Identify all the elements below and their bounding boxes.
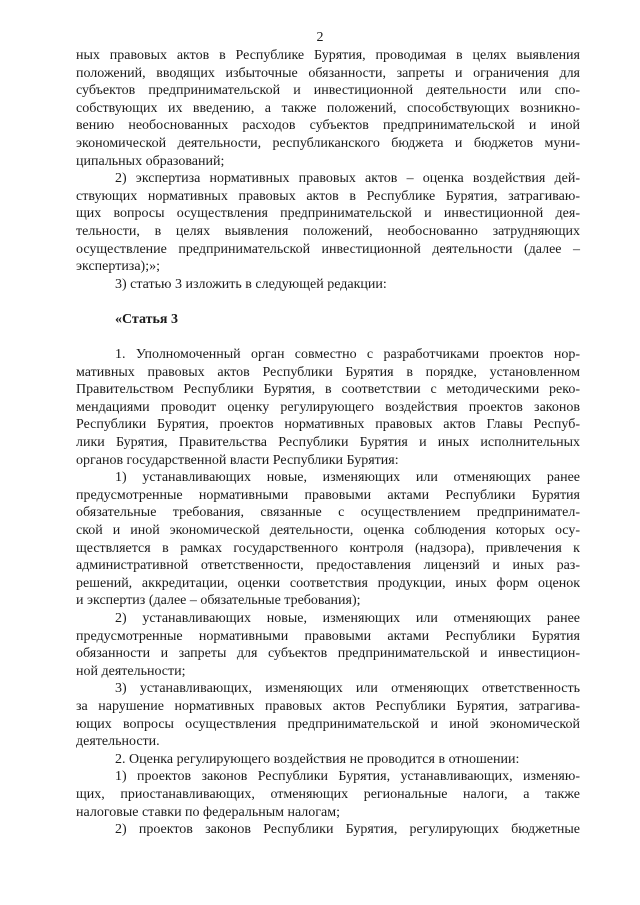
text-line: налоговые ставки по федеральным налогам;	[76, 804, 340, 820]
text-line: ствующих нормативных правовых актов в Республике Бурятия, затрагиваю-	[76, 188, 580, 204]
text-line: мендациями проводит оценку регулирующего воздействия проектов законов	[76, 399, 580, 415]
text-line: предусмотренные нормативными правовыми актами Республики Бурятия	[76, 628, 580, 644]
text-line: ной деятельности;	[76, 663, 186, 679]
text-line: 1) устанавливающих новые, изменяющих или отменяющих ранее	[115, 470, 580, 486]
text-line: вению необоснованных расходов субъектов предпринимательской и иной	[76, 118, 580, 134]
text-line: 2. Оценка регулирующего воздействия не проводится в отношении:	[115, 751, 520, 767]
text-line: органов государственной власти Республики Бурятия:	[76, 452, 399, 468]
text-line: осуществление предпринимательской инвестиционной деятельности (далее –	[76, 241, 580, 257]
text-line: ществляется в рамках государственного контроля (надзора), привлечения к	[76, 540, 580, 556]
text-line: за нарушение нормативных правовых актов Республики Бурятия, затрагива-	[76, 698, 580, 714]
text-line: Республики Бурятия, проектов нормативных правовых актов Главы Респуб-	[76, 417, 580, 433]
document-body	[76, 47, 580, 839]
text-line: 3) статью 3 изложить в следующей редакции:	[115, 276, 387, 292]
text-line: 2) устанавливающих новые, изменяющих или отменяющих ранее	[115, 611, 580, 626]
text-line: 2) проектов законов Республики Бурятия, регулирующих бюджетные	[115, 822, 580, 838]
text-line: Правительством Республики Бурятия, в соответствии с методическими реко-	[76, 382, 580, 398]
text-line: ципальных образований;	[76, 153, 225, 169]
text-line: тельности, в целях выявления положений, необоснованно затрудняющих	[76, 223, 580, 239]
text-line: субъектов предпринимательской и инвестиционной деятельности или спо-	[76, 83, 580, 99]
text-line: ской и иной экономической деятельности, оценка соблюдения которых осу-	[76, 523, 580, 539]
text-line: ных правовых актов в Республике Бурятия, проводимая в целях выявления	[76, 48, 580, 63]
text-line: административной ответственности, предоставления лицензий и иных раз-	[76, 558, 580, 574]
text-line: 1) проектов законов Республики Бурятия, устанавливающих, изменяю-	[115, 769, 580, 785]
text-line: обязанности и запреты для субъектов предпринимательской и инвестицион-	[76, 646, 580, 662]
text-line: 3) устанавливающих, изменяющих или отменяющих ответственность	[115, 681, 580, 697]
text-line: щих вопросы осуществления предпринимательской и инвестиционной дея-	[76, 206, 580, 222]
text-line: положений, вводящих избыточные обязанности, запреты и ограничения для	[76, 65, 580, 81]
text-line: и экспертиз (далее – обязательные требования);	[76, 593, 361, 609]
text-line: щих, приостанавливающих, отменяющих региональные налоги, а также	[76, 786, 580, 802]
text-line: решений, аккредитации, оценки соответствия продукции, иных форм оценок	[76, 575, 580, 591]
text-line: обязательные требования, связанные с осуществлением предпринимател-	[76, 505, 580, 521]
text-line: мативных правовых актов Республики Бурятия в порядке, установленном	[76, 364, 580, 380]
text-line: 2) экспертиза нормативных правовых актов – оценка воздействия дей-	[115, 171, 580, 187]
article-heading: «Статья 3	[115, 311, 178, 327]
page-number: 2	[316, 30, 324, 45]
text-line: экономической деятельности, республиканского бюджета и бюджетов муни-	[76, 135, 580, 151]
text-line: экспертиза);»;	[76, 259, 160, 275]
text-line: 1. Уполномоченный орган совместно с разработчиками проектов нор-	[115, 347, 580, 363]
text-line: лики Бурятия, Правительства Республики Бурятия и иных исполнительных	[76, 435, 580, 451]
text-line: собствующих их введению, а также положений, способствующих возникно-	[76, 100, 580, 116]
text-line: деятельности.	[76, 734, 160, 750]
text-line: ющих вопросы осуществления предпринимательской и иной экономической	[76, 716, 580, 732]
text-line: предусмотренные нормативными правовыми актами Республики Бурятия	[76, 487, 580, 503]
